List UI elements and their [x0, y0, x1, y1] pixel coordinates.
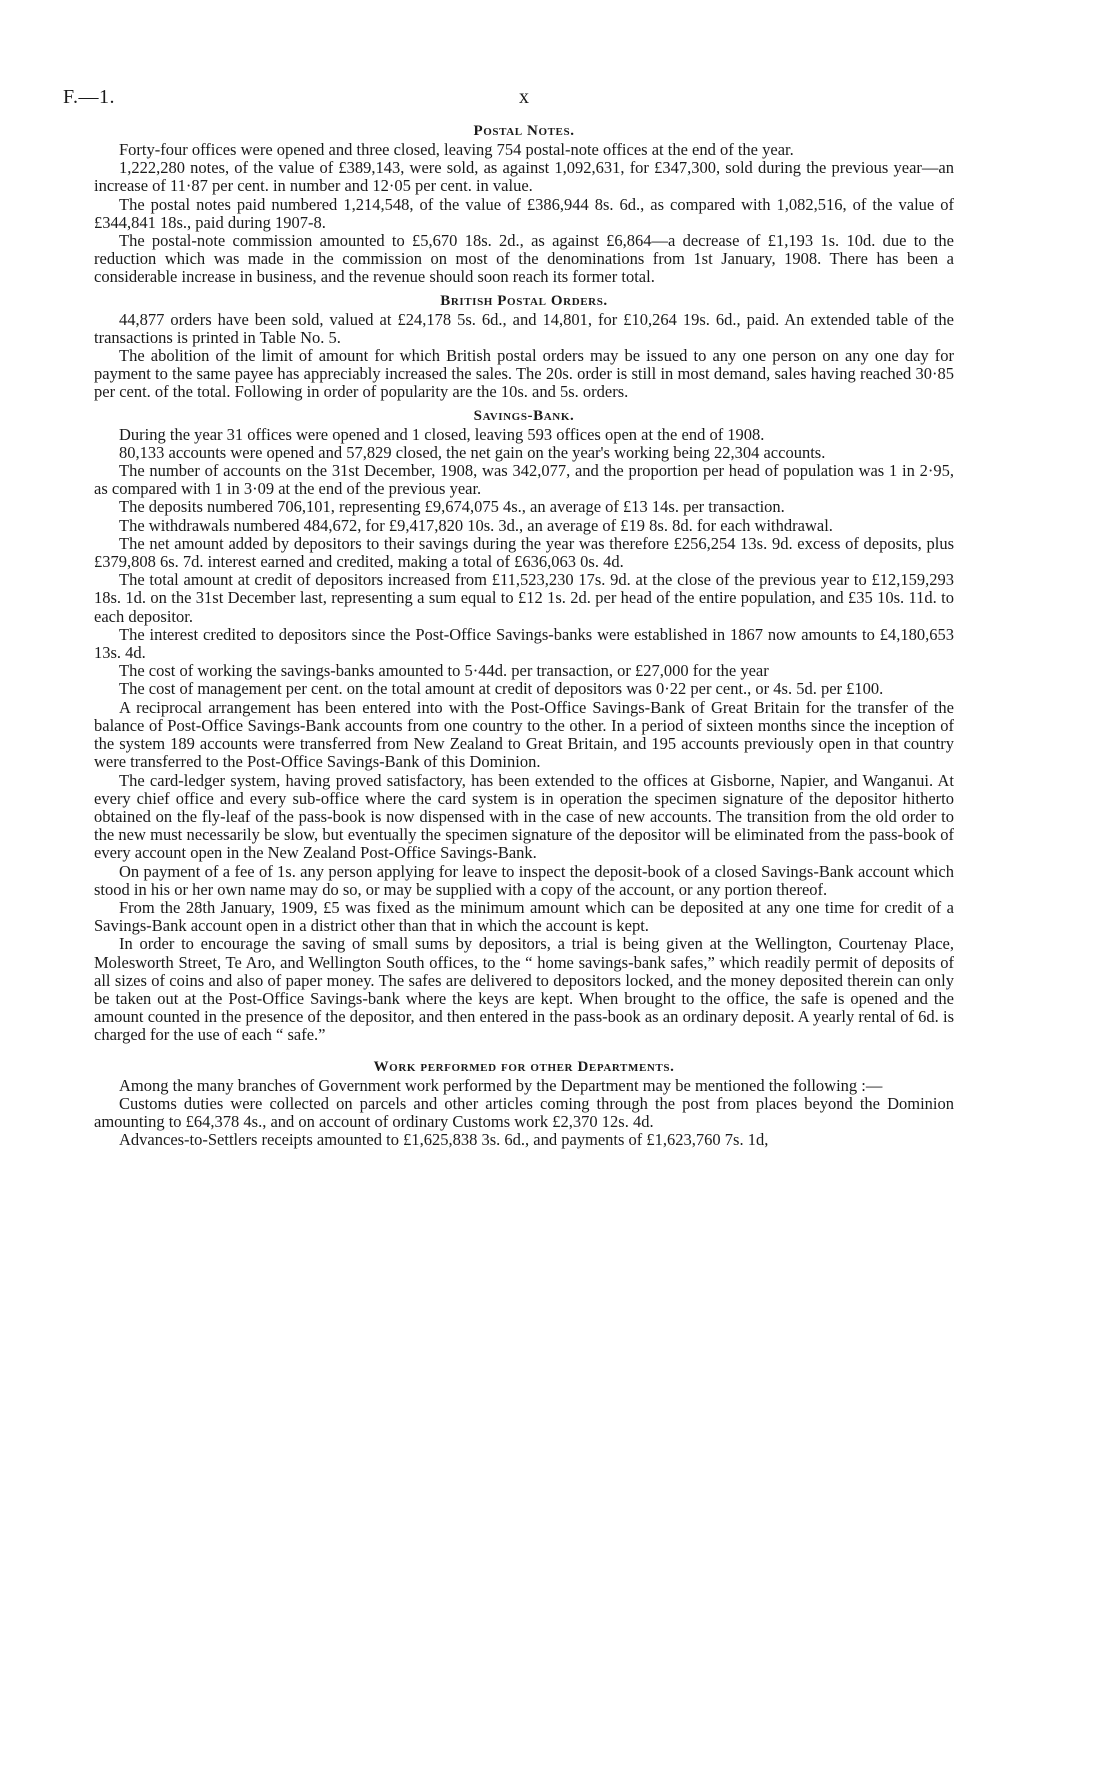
paragraph: A reciprocal arrangement has been entered into with the Post-Office Savings-Bank of Great Britain for the transfer of the balance of Post-Office Savings-Bank accounts from one country to the other. In a period of sixteen months since the inception of the system 189 accounts were transferred from New Zealand to Great Britain, and 195 accounts previously open in that country were transferred to the Post-Office Savings-Bank of this Dominion. — [94, 697, 954, 772]
paragraph: On payment of a fee of 1s. any person applying for leave to inspect the deposit-book of a closed Savings-Bank account which stood in his or her own name may do so, or may be supplied with a copy of the account, or any portion thereof. — [94, 861, 954, 899]
paragraph: The interest credited to depositors since the Post-Office Savings-banks were established in 1867 now amounts to £4,180,653 13s. 4d. — [94, 624, 954, 663]
paragraph: The postal notes paid numbered 1,214,548, of the value of £386,944 8s. 6d., as compared with 1,082,516, of the value of £344,841 18s., paid during 1907-8. — [94, 194, 954, 232]
paragraph: The abolition of the limit of amount for which British postal orders may be issued to any one person on any one day for payment to the same payee has appreciably increased the sales. The 20s. order is still in most demand, sales having reached 30·85 per cent. of the total. Following in order of popularity are the 10s. and 5s. orders. — [94, 346, 954, 402]
paragraph: The total amount at credit of depositors increased from £11,523,230 17s. 9d. at the close of the previous year to £12,159,293 18s. 1d. on the 31st December last, representing a sum equal to £12 1s. 2d. per head of the entire population, and £35 10s. 11d. to each depositor. — [94, 570, 954, 626]
section-heading: Postal Notes. — [473, 123, 575, 139]
document-page — [63, 80, 954, 1150]
paragraph: 1,222,280 notes, of the value of £389,143, were sold, as against 1,092,631, for £347,300, sold during the previous year—an increase of 11·87 per cent. in number and 12·05 per cent. in value. — [94, 158, 954, 196]
paragraph: The deposits numbered 706,101, representing £9,674,075 4s., an average of £13 14s. per transaction. — [119, 497, 785, 517]
paragraph: Forty-four offices were opened and three closed, leaving 754 postal-note offices at the end of the year. — [119, 140, 794, 159]
paragraph: From the 28th January, 1909, £5 was fixed as the minimum amount which can be deposited at any one time for credit of a Savings-Bank account open in a district other than that in which the account is kept. — [94, 897, 954, 936]
paragraph: The number of accounts on the 31st December, 1908, was 342,077, and the proportion per head of population was 1 in 2·95, as compared with 1 in 3·09 at the end of the previous year. — [94, 461, 954, 499]
section-work-other-departments — [94, 1057, 954, 1150]
paragraph: Among the many branches of Government work performed by the Department may be mentioned the following :— — [119, 1075, 883, 1095]
section-savings-bank — [94, 406, 954, 1045]
page-number: x — [519, 86, 530, 108]
section-heading: British Postal Orders. — [440, 292, 608, 309]
paragraph: 44,877 orders have been sold, valued at £24,178 5s. 6d., and 14,801, for £10,264 19s. 6d., paid. An extended table of the transactions is printed in Table No. 5. — [94, 309, 954, 347]
section-postal-notes — [94, 121, 954, 287]
section-heading: Savings-Bank. — [473, 407, 575, 424]
paragraph: In order to encourage the saving of small sums by depositors, a trial is being given at the Wellington, Courtenay Place, Molesworth Street, Te Aro, and Wellington South offices, to the “ home savings-bank safes,” which readily permit of deposits of all sizes of coins and also of paper money. The safes are delivered to depositors locked, and the money deposited therein can only be taken out at the Post-Office Savings-bank where the keys are kept. When brought to the office, the safe is opened and the amount counted in the presence of the depositor, and then entered in the pass-book as an ordinary deposit. A yearly rental of 6d. is charged for the use of each “ safe.” — [94, 934, 954, 1045]
paragraph: During the year 31 offices were opened and 1 closed, leaving 593 offices open at the end of 1908. — [119, 424, 765, 444]
paragraph: 80,133 accounts were opened and 57,829 closed, the net gain on the year's working being 22,304 accounts. — [119, 442, 826, 462]
paragraph: The net amount added by depositors to their savings during the year was therefore £256,254 13s. 9d. excess of deposits, plus £379,808 6s. 7d. interest earned and credited, making a total of £636,063 0s. 4d. — [94, 533, 954, 572]
running-header — [63, 80, 954, 110]
paragraph: The postal-note commission amounted to £5,670 18s. 2d., as against £6,864—a decrease of £1,193 1s. 10d. due to the reduction which was made in the commission on most of the denominations from 1st January, 1908. There has been a considerable increase in business, and the revenue should soon reach its former total. — [94, 231, 954, 287]
paragraph: Advances-to-Settlers receipts amounted to £1,625,838 3s. 6d., and payments of £1,623,760 7s. 1d, — [119, 1130, 769, 1150]
paragraph: The cost of management per cent. on the total amount at credit of depositors was 0·22 per cent., or 4s. 5d. per £100. — [119, 679, 884, 699]
paragraph: The card-ledger system, having proved satisfactory, has been extended to the offices at Gisborne, Napier, and Wanganui. At every chief office and every sub-office where the card system is in operation the specimen signature of the depositor hitherto obtained on the fly-leaf of the pass-book is now dispensed with in the case of new accounts. The transition from the old order to the new must necessarily be slow, but eventually the specimen signature of the depositor will be eliminated from the pass-book of every account open in the New Zealand Post-Office Savings-Bank. — [94, 770, 954, 863]
section-heading: Work performed for other Departments. — [373, 1058, 675, 1075]
paragraph: The cost of working the savings-banks amounted to 5·44d. per transaction, or £27,000 for the year — [119, 661, 769, 681]
document-reference: F.—1. — [63, 86, 116, 108]
paragraph: Customs duties were collected on parcels and other articles coming through the post from places beyond the Dominion amounting to £64,378 4s., and on account of ordinary Customs work £2,370 12s. 4d. — [94, 1093, 954, 1131]
paragraph: The withdrawals numbered 484,672, for £9,417,820 10s. 3d., an average of £19 8s. 8d. for each withdrawal. — [119, 515, 833, 535]
section-british-postal-orders — [94, 291, 954, 402]
